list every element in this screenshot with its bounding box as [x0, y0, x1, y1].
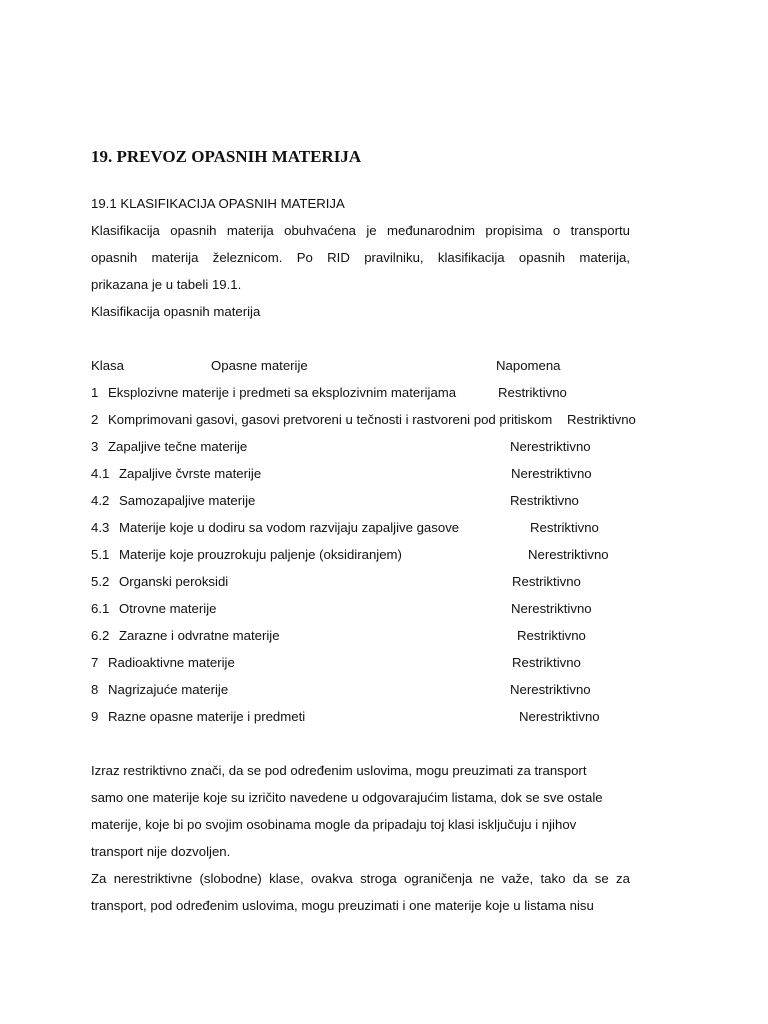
- row-napomena: Restriktivno: [510, 493, 579, 508]
- paragraph-line: transport nije dozvoljen.: [91, 844, 231, 859]
- row-napomena: Restriktivno: [498, 385, 567, 400]
- row-napomena: Nerestriktivno: [510, 439, 591, 454]
- row-klasa: 5.2: [91, 574, 110, 589]
- paragraph-line: transport, pod određenim uslovima, mogu preuzimati i one materije koje u listama nisu: [91, 898, 594, 913]
- row-materije: Zapaljive čvrste materije: [119, 466, 262, 481]
- row-materije: Radioaktivne materije: [108, 655, 235, 670]
- table-row: [0, 411, 768, 429]
- paragraph-line: materije, koje bi po svojim osobinama mogle da pripadaju toj klasi isključuju i njihov: [91, 817, 577, 832]
- header-materije: Opasne materije: [211, 358, 308, 373]
- row-klasa: 4.3: [91, 520, 110, 535]
- row-klasa: 7: [91, 655, 99, 670]
- intro-line: opasnih materija železnicom. Po RID pravilniku, klasifikacija opasnih materija,: [91, 250, 630, 265]
- row-materije: Materije koje prouzrokuju paljenje (oksidiranjem): [119, 547, 402, 562]
- row-napomena: Restriktivno: [517, 628, 586, 643]
- row-napomena: Restriktivno: [567, 412, 636, 427]
- row-materije: Otrovne materije: [119, 601, 217, 616]
- row-klasa: 3: [91, 439, 99, 454]
- row-napomena: Nerestriktivno: [511, 466, 592, 481]
- table-row: [0, 654, 768, 672]
- paragraph-line: Za nerestriktivne (slobodne) klase, ovakva stroga ograničenja ne važe, tako da se za: [91, 871, 630, 886]
- header-napomena: Napomena: [496, 358, 561, 373]
- row-napomena: Nerestriktivno: [511, 601, 592, 616]
- intro-line: prikazana je u tabeli 19.1.: [91, 277, 242, 292]
- intro-line: Klasifikacija opasnih materija obuhvaćena je međunarodnim propisima o transportu: [91, 223, 630, 238]
- chapter-title: 19. PREVOZ OPASNIH MATERIJA: [91, 147, 362, 166]
- row-klasa: 4.2: [91, 493, 110, 508]
- row-klasa: 2: [91, 412, 99, 427]
- row-materije: Organski peroksidi: [119, 574, 229, 589]
- row-napomena: Nerestriktivno: [510, 682, 591, 697]
- row-klasa: 1: [91, 385, 99, 400]
- row-materije: Komprimovani gasovi, gasovi pretvoreni u tečnosti i rastvoreni pod pritiskom: [108, 412, 553, 427]
- table-row: [0, 546, 768, 564]
- row-klasa: 4.1: [91, 466, 110, 481]
- row-materije: Zarazne i odvratne materije: [119, 628, 280, 643]
- row-materije: Samozapaljive materije: [119, 493, 256, 508]
- table-row: [0, 600, 768, 618]
- table-row: [0, 708, 768, 726]
- table-row: [0, 573, 768, 591]
- row-klasa: 8: [91, 682, 99, 697]
- row-napomena: Restriktivno: [530, 520, 599, 535]
- header-klasa: Klasa: [91, 358, 124, 373]
- row-napomena: Restriktivno: [512, 655, 581, 670]
- row-klasa: 6.1: [91, 601, 110, 616]
- table-row: [0, 627, 768, 645]
- row-klasa: 5.1: [91, 547, 110, 562]
- table-row: [0, 681, 768, 699]
- row-napomena: Restriktivno: [512, 574, 581, 589]
- row-materije: Nagrizajuće materije: [108, 682, 229, 697]
- paragraph-line: samo one materije koje su izričito navedene u odgovarajućim listama, dok se sve ostale: [91, 790, 603, 805]
- row-materije: Razne opasne materije i predmeti: [108, 709, 306, 724]
- table-caption: Klasifikacija opasnih materija: [91, 304, 261, 319]
- table-header-row: [0, 357, 768, 375]
- row-materije: Materije koje u dodiru sa vodom razvijaju zapaljive gasove: [119, 520, 460, 535]
- row-materije: Zapaljive tečne materije: [108, 439, 248, 454]
- table-row: [0, 384, 768, 402]
- table-row: [0, 438, 768, 456]
- table-row: [0, 465, 768, 483]
- table-row: [0, 519, 768, 537]
- row-napomena: Nerestriktivno: [528, 547, 609, 562]
- section-subtitle: 19.1 KLASIFIKACIJA OPASNIH MATERIJA: [91, 196, 345, 211]
- row-klasa: 9: [91, 709, 99, 724]
- paragraph-line: Izraz restriktivno znači, da se pod određenim uslovima, mogu preuzimati za transport: [91, 763, 587, 778]
- table-row: [0, 492, 768, 510]
- row-materije: Eksplozivne materije i predmeti sa eksplozivnim materijama: [108, 385, 457, 400]
- row-napomena: Nerestriktivno: [519, 709, 600, 724]
- row-klasa: 6.2: [91, 628, 110, 643]
